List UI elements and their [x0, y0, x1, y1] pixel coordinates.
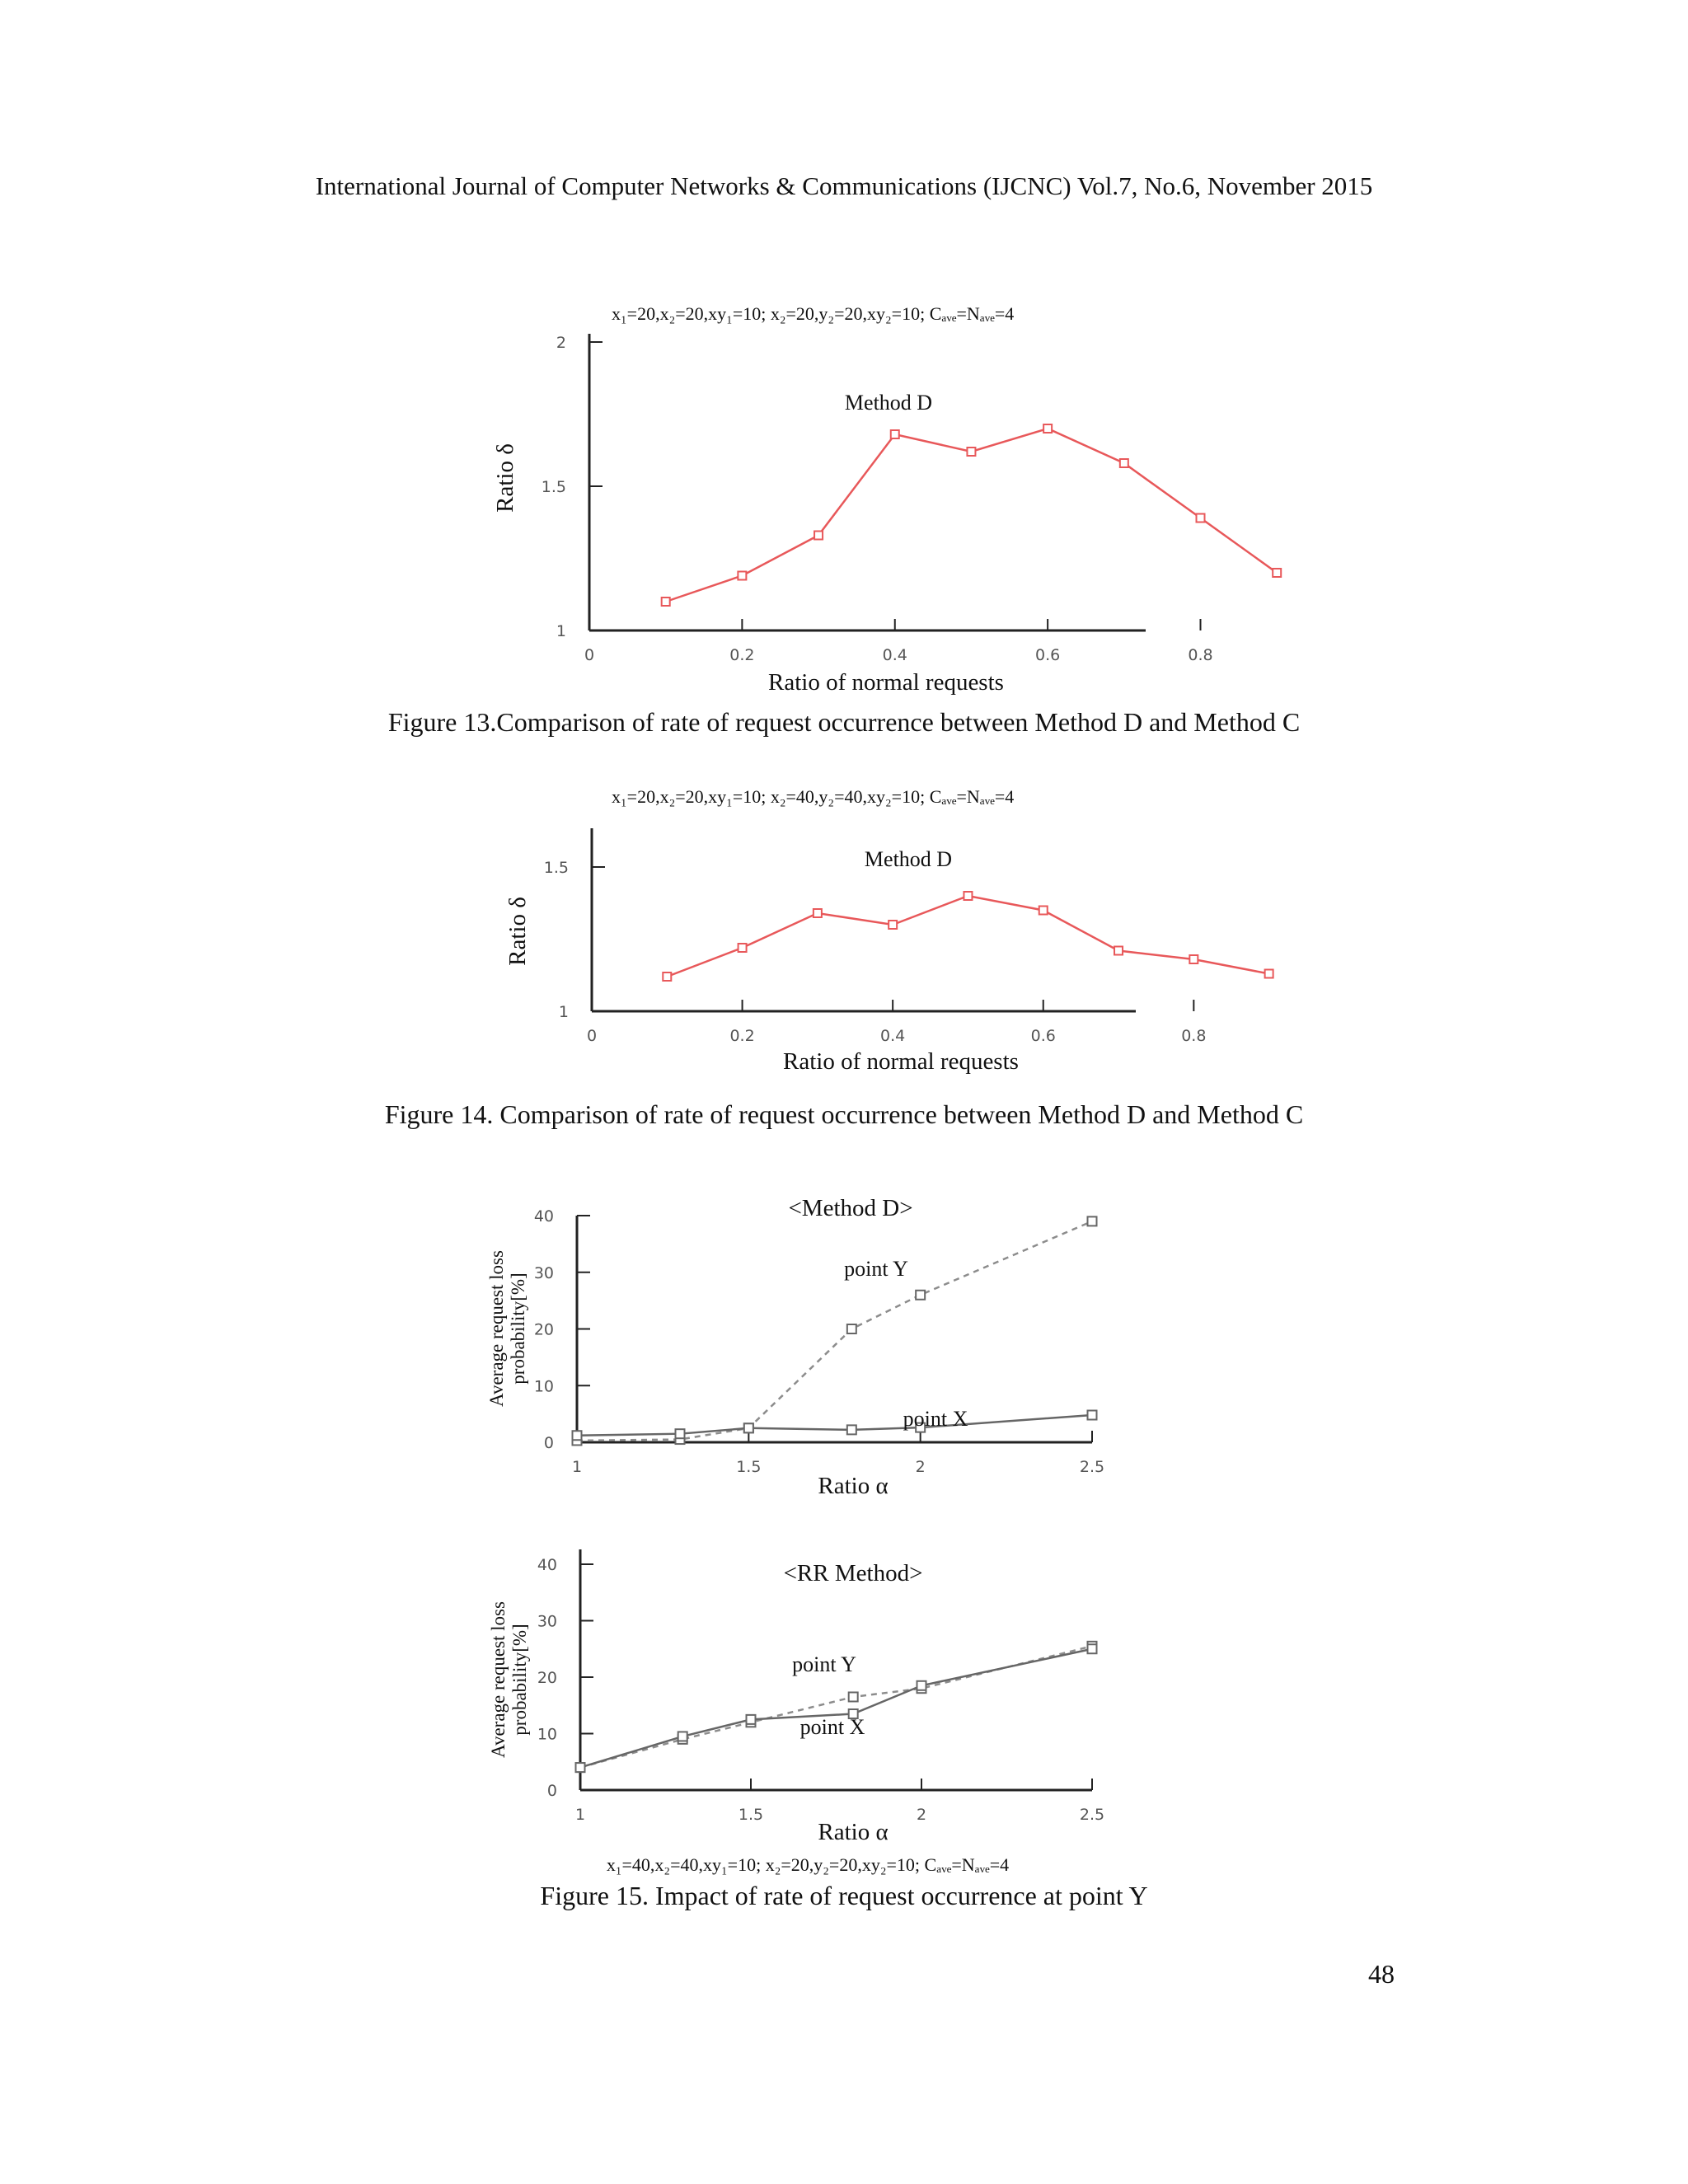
y-axis-label: probability[%] [509, 1624, 530, 1736]
y-tick-label: 30 [533, 1263, 554, 1282]
series-line-point-x [577, 1415, 1092, 1436]
y-tick-label: 0 [543, 1434, 554, 1452]
y-tick-label: 10 [533, 1377, 554, 1396]
x-tick-label: 0.2 [729, 646, 755, 664]
series-label: point X [903, 1407, 968, 1431]
y-tick-label: 10 [537, 1725, 557, 1744]
x-tick-label: 0.6 [1035, 646, 1061, 664]
data-point [847, 1324, 856, 1333]
y-tick-label: 1 [558, 1003, 569, 1021]
data-point [1039, 907, 1048, 915]
x-tick-label: 0.8 [1181, 1027, 1207, 1045]
y-axis-label: probability[%] [508, 1272, 528, 1385]
x-tick-label: 0 [584, 646, 595, 664]
data-point [1120, 459, 1128, 467]
figure-15-rr-method-chart [0, 1533, 1688, 1887]
data-point [678, 1732, 687, 1741]
x-tick-label: 0.4 [882, 646, 907, 664]
data-point [847, 1425, 856, 1434]
x-tick-label: 0 [586, 1027, 598, 1045]
figure-13-chart [0, 280, 1688, 696]
chart-title: x₁=20,x₂=20,xy₁=10; x₂=20,y₂=20,xy₂=10; Cₐᵥₑ=Nₐᵥₑ=4 [612, 303, 1015, 324]
running-header: International Journal of Computer Networks & Communications (IJCNC) Vol.7, No.6, November 2015 [315, 171, 1373, 200]
y-axis-label: Average request loss [486, 1250, 507, 1407]
data-point [849, 1692, 858, 1701]
series-annotation: Method D [844, 391, 933, 415]
series-annotation: Method D [864, 847, 953, 871]
data-point [1197, 514, 1205, 523]
data-point [917, 1681, 926, 1690]
figure-14-caption: Figure 14. Comparison of rate of request occurrence between Method D and Method C [384, 1099, 1304, 1129]
y-tick-label: 1.5 [541, 478, 566, 496]
data-point [1265, 970, 1273, 978]
page-number: 48 [1368, 1959, 1395, 1989]
data-point [738, 944, 747, 952]
y-axis-label-group [486, 1250, 528, 1407]
data-point [1043, 424, 1052, 433]
y-tick-label: 40 [537, 1556, 557, 1574]
data-point [964, 892, 972, 900]
y-tick-label: 30 [537, 1612, 557, 1631]
data-point [1273, 569, 1281, 577]
x-tick-label: 0.4 [880, 1027, 906, 1045]
data-point [576, 1763, 585, 1772]
x-tick-label: 1.5 [736, 1458, 762, 1476]
x-tick-label: 2 [915, 1458, 926, 1476]
data-point [744, 1423, 753, 1432]
y-axis-label: Ratio δ [492, 443, 518, 513]
data-point [814, 532, 823, 540]
data-point [1088, 1411, 1097, 1420]
figure-15-parameters: x₁=40,x₂=40,xy₁=10; x₂=20,y₂=20,xy₂=10; Cₐᵥₑ=Nₐᵥₑ=4 [606, 1854, 1010, 1875]
series-label: point X [799, 1715, 865, 1739]
chart-title: <Method D> [788, 1195, 913, 1221]
x-axis-label: Ratio α [818, 1473, 889, 1499]
y-axis-label-group [488, 1601, 530, 1758]
data-point [573, 1431, 582, 1440]
data-point [1088, 1644, 1097, 1653]
y-tick-label: 1.5 [543, 859, 569, 877]
figure-15-method-d-chart [0, 1187, 1688, 1516]
x-axis-label: Ratio α [818, 1819, 889, 1845]
x-tick-label: 1 [574, 1806, 586, 1824]
x-tick-label: 0.2 [729, 1027, 755, 1045]
x-tick-label: 2 [916, 1806, 927, 1824]
x-tick-label: 2.5 [1079, 1806, 1105, 1824]
y-axis-label: Ratio δ [504, 897, 531, 966]
x-tick-label: 1.5 [738, 1806, 764, 1824]
data-point [814, 909, 822, 917]
chart-title: x₁=20,x₂=20,xy₁=10; x₂=40,y₂=40,xy₂=10; Cₐᵥₑ=Nₐᵥₑ=4 [612, 786, 1015, 807]
y-tick-label: 1 [556, 622, 566, 640]
series-line-method-d [667, 896, 1268, 977]
data-point [676, 1429, 685, 1438]
x-tick-label: 2.5 [1079, 1458, 1105, 1476]
series-line-point-y [577, 1221, 1092, 1441]
y-tick-label: 20 [537, 1669, 557, 1687]
y-tick-label: 0 [546, 1782, 557, 1800]
x-tick-label: 0.8 [1188, 646, 1213, 664]
data-point [1189, 955, 1198, 963]
x-axis-label: Ratio of normal requests [783, 1048, 1019, 1075]
y-tick-label: 20 [533, 1320, 554, 1339]
data-point [663, 972, 671, 981]
y-axis-label: Average request loss [488, 1601, 509, 1758]
data-point [747, 1715, 756, 1724]
x-axis-label: Ratio of normal requests [768, 669, 1004, 696]
data-point [967, 448, 975, 456]
figure-15-caption: Figure 15. Impact of rate of request occurrence at point Y [540, 1881, 1148, 1910]
x-tick-label: 0.6 [1030, 1027, 1056, 1045]
figure-13-caption: Figure 13.Comparison of rate of request occurrence between Method D and Method C [387, 707, 1301, 737]
data-point [1088, 1216, 1097, 1226]
y-tick-label: 2 [556, 334, 566, 352]
data-point [891, 430, 899, 438]
data-point [738, 572, 746, 580]
data-point [662, 598, 670, 606]
series-label: point Y [792, 1652, 856, 1676]
data-point [889, 921, 897, 929]
data-point [1114, 947, 1123, 955]
data-point [916, 1291, 925, 1300]
series-label: point Y [844, 1257, 908, 1281]
figure-14-chart [0, 766, 1688, 1080]
y-tick-label: 40 [533, 1207, 554, 1226]
x-tick-label: 1 [571, 1458, 583, 1476]
chart-title: <RR Method> [783, 1560, 923, 1586]
